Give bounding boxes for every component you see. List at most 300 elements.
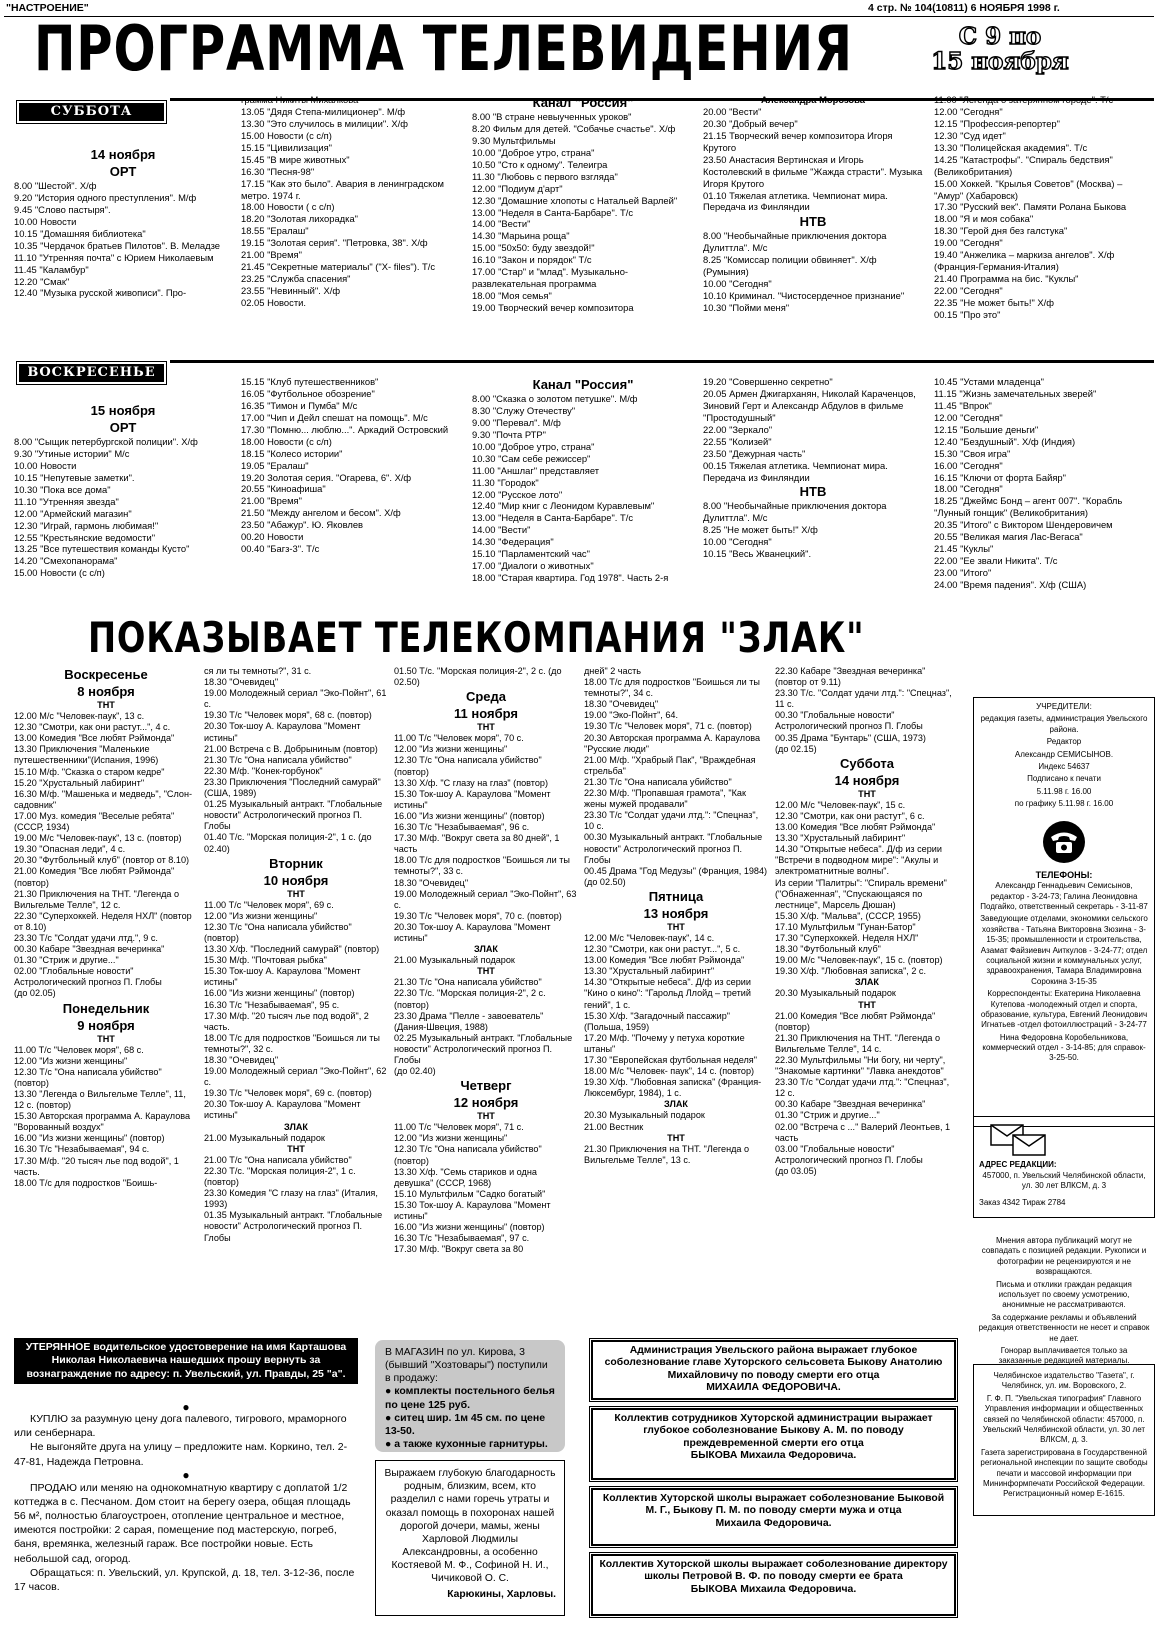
program-entry: 16.30 Т/с "Незабываемая", 95 с.	[204, 999, 340, 1010]
program-entry: ся ли ты темноты?", 31 с.	[204, 666, 312, 676]
publisher-box	[973, 1364, 1155, 1516]
program-entry: 12.00 "Сегодня"	[934, 105, 1003, 117]
program-entry: дней" 2 часть	[584, 666, 642, 676]
condolence-2-name: БЫКОВА Михаила Федоровича.	[690, 1450, 857, 1462]
program-entry: 23.50 "Дежурная часть"	[703, 447, 806, 459]
program-entry: 13.30 Х/ф. "Семь стариков и одна девушка" (СССР, 1968)	[394, 1166, 537, 1188]
program-entry: 14.00 "Вести"	[472, 218, 531, 230]
program-entry: 00.15 "Про это"	[934, 308, 1001, 320]
condolence-1	[591, 1340, 956, 1400]
program-entry: 12.00 "Сегодня"	[934, 411, 1003, 423]
program-entry: 00.30 Кабаре "Звездная вечеринка"	[14, 944, 165, 955]
program-entry: 18.00 Т/с для подростков "Боишься ли ты темноты?", 32 с.	[204, 1032, 380, 1054]
program-entry: 12.40 "Музыка русской живописи". Про-	[14, 287, 187, 299]
program-entry: 10.00 "Сегодня"	[703, 536, 772, 548]
program-entry: 20.30 Ток-шоу А. Караулова "Момент истины"	[394, 921, 551, 943]
program-entry: 8.20 Фильм для детей. "Собачье счастье". Х/ф	[472, 122, 676, 134]
envelope-icon	[989, 1123, 1149, 1160]
phones-block	[979, 881, 1149, 1064]
program-entry: 12.30 "Домашние хлопоты с Натальей Варлей"	[472, 194, 678, 206]
program-entry: 18.30 "Очевидец"	[584, 699, 659, 710]
program-entry: 15.30 М/ф. "Почтовая рыбка"	[204, 955, 327, 966]
schedule-heading: Четверг	[460, 1078, 512, 1094]
program-entry: 16.30 М/ф. "Машенька и медведь", "Слон-садовник"	[14, 788, 193, 810]
program-entry: Из серии "Палитры": "Спираль времени" ("Обнаженная", "Спускающаяся по лестнице", Марсель Дюшан)	[775, 877, 947, 910]
program-entry: 9.30 "Утиные истории" М/с	[14, 447, 130, 459]
shop-intro: В МАГАЗИН по ул. Кирова, 3 (бывший "Хозтовары") поступили в продажу:	[385, 1346, 548, 1385]
channel-label: ТНТ	[477, 722, 495, 733]
program-entry: 19.30 Т/с "Человек моря", 68 с. (повтор)	[204, 710, 372, 721]
program-entry: 19.00 "Сегодня"	[934, 237, 1003, 249]
classified-ads	[14, 1402, 358, 1594]
program-entry: 10.50 "Сто к одному". Телеигра	[472, 158, 608, 170]
dog-ad: Не выгоняйте друга на улицу – предложите нам. Коркино, тел. 2-47-81, Надежда Петровна.	[14, 1441, 348, 1468]
sunday-column-ort-cont	[241, 376, 463, 598]
program-entry: (до 03.05)	[775, 1165, 817, 1176]
program-entry: 11.00 Т/с "Человек моря", 69 с.	[204, 899, 334, 910]
program-entry: 15.15 "Цивилизация"	[241, 141, 333, 153]
founders-line: по графику 5.11.98 г. 16.00	[1014, 799, 1114, 809]
program-entry: 8.00 "Сказка о золотом петушке". М/ф	[472, 393, 638, 404]
program-entry: 19.05 "Ералаш"	[241, 459, 309, 471]
program-entry: 9.20 "История одного преступления". М/ф	[14, 191, 197, 203]
program-entry: 23.00 "Итого"	[934, 567, 992, 578]
program-entry: 16.00 "Из жизни женщины" (повтор)	[204, 988, 355, 999]
schedule-heading: 8 ноября	[77, 684, 135, 699]
program-entry: 00.40 "Багз-3". Т/с	[241, 543, 320, 555]
program-entry: 10.00 "Сегодня"	[703, 278, 772, 290]
saturday-column-ort-cont	[241, 94, 463, 348]
zlak-column-3	[394, 666, 578, 1320]
schedule-heading: ОРТ	[109, 420, 137, 435]
program-entry: 13.30 "Полицейская академия". Т/с	[934, 141, 1088, 153]
program-entry: 00.20 Новости	[241, 531, 304, 543]
program-entry: 23.30 Комедия "С глазу на глаз" (Италия, 1993)	[204, 1188, 378, 1210]
schedule-heading: Среда	[465, 689, 507, 705]
phone-line: Нина Федоровна Коробельникова, коммерческий отдел - 3-14-85; для справок- 3-25-50.	[982, 1032, 1146, 1063]
program-entry: 18.00 Т/с для подростков "Боишься ли ты темноты?", 34 с.	[584, 677, 760, 699]
program-entry: 21.50 "Между ангелом и бесом". Х/ф	[241, 507, 401, 519]
program-entry: 9.30 "Почта РТР"	[472, 428, 546, 440]
program-entry: 11.30 "Любовь с первого взгляда"	[472, 170, 618, 182]
program-entry: 23.25 "Служба спасения"	[241, 273, 351, 285]
program-entry: 19.40 "Анжелика – маркиза ангелов". Х/ф (Франция-Германия-Италия)	[934, 249, 1115, 273]
date-range	[926, 24, 1074, 74]
program-entry: 02.25 Музыкальный антракт. "Глобальные новости" Астрологический прогноз П. Глобы	[394, 1032, 573, 1065]
program-entry: 15.10 "Парламентский час"	[472, 548, 590, 560]
program-entry: 17.30 М/ф. "Вокруг света за 80	[394, 1244, 524, 1255]
shop-item-bedding-text: комплекты постельного белья по цене 125 руб.	[385, 1385, 555, 1411]
program-entry: 02.00 "Глобальные новости" Астрологический прогноз П. Глобы	[14, 966, 162, 988]
shop-item-bedding: ● комплекты постельного белья по цене 125 руб.	[385, 1385, 555, 1411]
program-entry: 17.30 "Европейская футбольная неделя"	[584, 1055, 757, 1065]
page-title: ПРОГРАММА ТЕЛЕВИДЕНИЯ	[34, 12, 853, 85]
program-entry: 18.00 "Сегодня"	[934, 483, 1003, 495]
founders-line: Редактор	[1046, 737, 1082, 747]
saturday-column-ntv	[703, 94, 923, 348]
program-entry: 01.25 Музыкальный антракт. "Глобальные новости" Астрологический прогноз П. Глобы	[204, 799, 383, 832]
founders-line: Индекс 54637	[1038, 761, 1090, 771]
program-entry: 21.30 Т/с "Она написала убийство"	[584, 776, 732, 787]
program-entry: 14.30 "Марьина роща"	[472, 230, 570, 242]
bullet-icon: ●	[182, 1467, 190, 1482]
date-range-line-1: С 9 по	[958, 23, 1042, 50]
program-entry: 14.30 "Открытые небеса". Д/ф из серии "Кино о кино": "Гарольд Ллойд – третий гений", 1 с.	[584, 977, 751, 1010]
phone-line: Александр Геннадьевич Семисынов, редактор - 3-24-73; Галина Леонидовна Подгайко, ответственный секретарь - 3-11-87	[980, 881, 1148, 911]
program-entry: 8.30 "Служу Отечеству"	[472, 404, 576, 416]
program-entry: 16.30 Т/с "Незабываемая", 94 с.	[14, 1144, 150, 1155]
program-entry: 10.15 "Непутевые заметки".	[14, 471, 135, 483]
program-entry: 02.00 "Встреча с ..." Валерий Леонтьев, 1 часть	[775, 1121, 951, 1143]
program-entry: 19.30 Х/ф. "Любовная записка", 2 с.	[775, 966, 927, 977]
program-entry: 15.30 Ток-шоу А. Караулова "Момент истины"	[394, 788, 551, 810]
program-entry: 16.15 "Ключи от форта Байяр"	[934, 471, 1066, 483]
phones-title: ТЕЛЕФОНЫ:	[1035, 869, 1093, 880]
program-entry: 21.00 Т/с "Она написала убийство"	[204, 1154, 352, 1165]
channel-label: ТНТ	[858, 788, 876, 799]
program-entry: 11.10 "Утренняя почта" с Юрием Николаевым	[14, 251, 214, 263]
zlak-column-1	[14, 666, 198, 1320]
program-entry: 18.00 Новости ( с с/п)	[241, 201, 335, 213]
program-entry: 12.55 "Крестьянские ведомости"	[14, 531, 156, 543]
sunday-column-ort	[14, 402, 232, 598]
schedule-heading: 10 ноября	[263, 872, 329, 888]
publisher-text	[979, 1371, 1149, 1500]
program-entry: 03.00 "Глобальные новости" Астрологический прогноз П. Глобы	[775, 1143, 923, 1165]
program-entry: 17.10 Мультфильм "Гунан-Батор"	[775, 921, 916, 932]
program-entry: 8.00 "Сыщик петербургской полиции". Х/ф	[14, 436, 198, 447]
program-entry: 12.30 Т/с "Она написала убийство" (повтор)	[394, 1144, 542, 1166]
program-entry: 17.00 "Стар" и "млад". Музыкально-развлекательная программа	[472, 266, 629, 290]
schedule-heading: НТВ	[799, 484, 827, 500]
program-entry: 8.00 "В стране невыученных уроков"	[472, 111, 632, 122]
program-entry: 21.45 "Секретные материалы" ("X- files"). Т/с	[241, 261, 436, 273]
program-entry: 19.00 М/с "Человек-паук", 15 с. (повтор)	[775, 955, 943, 966]
program-entry: 22.00 "Зеркало"	[703, 423, 773, 435]
program-entry: 12.40 "Мир книг с Леонидом Куравлевым"	[472, 500, 655, 512]
program-entry: 18.00 "Моя семья"	[472, 290, 552, 302]
program-entry: 12.15 "Профессия-репортер"	[934, 117, 1060, 129]
founders-line: Александр СЕМИСЫНОВ.	[1014, 749, 1114, 759]
program-entry: 13.00 "Неделя в Санта-Барбаре". Т/с	[472, 512, 634, 524]
founders-block	[979, 702, 1149, 810]
program-entry: 12.00 "Армейский магазин"	[14, 507, 132, 519]
schedule-heading: 9 ноября	[77, 1017, 135, 1033]
program-entry: 21.15 Творческий вечер композитора Игоря Крутого	[703, 129, 893, 153]
program-entry: 9.00 "Перевал". М/ф	[472, 416, 561, 428]
schedule-heading: 13 ноября	[643, 905, 709, 921]
program-entry: 01.30 "Стриж и другие..."	[14, 955, 119, 966]
program-entry: 11.45 "Каламбур"	[14, 263, 89, 275]
program-entry: 10.30 "Пойми меня"	[703, 302, 790, 313]
program-entry: 22.00 "Сегодня"	[934, 285, 1003, 296]
program-entry: 21.30 Приключения на ТНТ. "Легенда о Вильгельме Телле", 12 с.	[14, 888, 180, 910]
schedule-heading: Канал "Россия"	[532, 377, 634, 392]
condolence-4	[591, 1554, 956, 1616]
program-entry: 16.00 "Из жизни женщины" (повтор)	[394, 1222, 545, 1233]
program-entry: 21.40 Программа на бис. "Куклы"	[934, 273, 1079, 285]
contact-ad: Обращаться: п. Увельский, ул. Крупской, д. 18, тел. 3-12-36, после 17 часов.	[14, 1566, 355, 1593]
program-entry: 13.30 "Хрустальный лабиринт"	[775, 833, 906, 844]
publisher-line: Г. Ф. П. "Увельская типография" Главного Управления информации и общественных связей по Челябинской области: 457000, п. Увельский Челябинской области, ул. 30 лет ВЛКСМ, д. 3.	[982, 1393, 1146, 1445]
program-entry: 19.00 Молодежный сериал "Эко-Пойнт", 62 с.	[204, 1066, 387, 1088]
channel-label: ТНТ	[97, 700, 115, 710]
program-entry: 10.00 Новости	[14, 459, 77, 471]
program-entry: 02.05 Новости.	[241, 296, 306, 308]
program-entry: 14.30 "Федерация"	[472, 536, 554, 548]
zlak-column-2	[204, 666, 388, 1320]
program-entry: 17.30 "Помню... люблю...". Аркадий Островский	[241, 423, 449, 435]
program-entry: 21.00 Встреча с В. Добрыниным (повтор)	[204, 743, 378, 754]
telephone-icon	[979, 820, 1149, 864]
program-entry: 18.30 "Очевидец"	[204, 677, 279, 688]
program-entry: 01.35 Музыкальный антракт. "Глобальные новости" Астрологический прогноз П. Глобы	[204, 1210, 383, 1243]
program-entry: 15.45 "В мире животных"	[241, 153, 350, 165]
founders-line: редакция газеты, администрация Увельского района.	[980, 714, 1148, 734]
program-entry: 17.00 "Чип и Дейл спешат на помощь". М/с	[241, 411, 428, 423]
program-entry: 15.15 "Клуб путешественников"	[241, 376, 379, 387]
sunday-column-ntv	[703, 376, 923, 598]
program-entry: 18.00 "Я и моя собака"	[934, 213, 1034, 225]
program-entry: 19.30 Т/с "Человек моря", 69 с. (повтор)	[204, 1088, 372, 1099]
program-entry: 12.00 "Из жизни женщины"	[394, 744, 508, 755]
program-entry: 13.30 Х/ф. "С глазу на глаз" (повтор)	[394, 777, 549, 788]
channel-label: ТНТ	[97, 1033, 115, 1044]
program-entry: 10.00 Новости	[14, 215, 77, 227]
newspaper-name: "НАСТРОЕНИЕ"	[6, 2, 89, 14]
disclaimer-line: За содержание рекламы и объявлений редакция ответственности не несет и справок не дает.	[978, 1312, 1150, 1343]
program-entry: 14.25 "Катастрофы". "Спираль бедствия" (Великобритания)	[934, 153, 1113, 177]
program-entry: 18.00 "Старая квартира. Год 1978". Часть 2-я	[472, 572, 669, 584]
program-entry: 11.00 "Легенда о затерянном городе". Т/с	[934, 94, 1114, 105]
program-entry: 19.30 Х/ф. "Любовная записка" (Франция-Люксембург, 1984), 1 с.	[584, 1077, 762, 1099]
channel-label: ТНТ	[477, 966, 495, 977]
program-entry: 21.30 Т/с "Она написала убийство"	[394, 977, 542, 988]
program-entry: 12.30 Т/с "Она написала убийство" (повтор)	[204, 921, 352, 943]
program-entry: 19.00 Молодежный сериал "Эко-Пойнт", 63 с.	[394, 888, 577, 910]
program-entry: 21.00 Музыкальный подарок	[394, 955, 515, 966]
program-entry: 19.30 "Опасная леди", 4 с.	[14, 844, 126, 855]
program-entry: 12.15 "Большие деньги"	[934, 423, 1039, 435]
disclaimer-text	[978, 1236, 1150, 1367]
program-entry: 15.30 "Своя игра"	[934, 447, 1011, 459]
program-entry: 20.30 Ток-шоу А. Караулова "Момент истины"	[204, 721, 361, 743]
schedule-heading: Канал "Россия"	[532, 95, 634, 110]
issue-info: 4 стр. № 104(10811) 6 НОЯБРЯ 1998 г.	[868, 2, 1060, 14]
condolence-3	[591, 1488, 956, 1546]
program-entry: 20.30 "Футбольный клуб" (повтор от 8.10)	[14, 855, 190, 866]
program-entry: 22.30 "Суперхоккей. Неделя НХЛ" (повтор от 8.10)	[14, 910, 192, 932]
program-entry: 21.00 Комедия "Все любят Рэймонда" (повтор)	[14, 866, 175, 888]
program-entry: 15.10 М/ф. "Сказка о старом кедре"	[14, 766, 165, 777]
date-range-line-2: 15 ноября	[931, 48, 1069, 75]
program-entry: 10.30 "Пока все дома"	[14, 483, 111, 495]
program-entry: 10.45 "Устами младенца"	[934, 376, 1044, 387]
program-entry: 21.00 Комедия "Все любят Рэймонда" (повтор)	[775, 1010, 936, 1032]
program-entry: 00.30 Кабаре "Звездная вечеринка"	[775, 1099, 926, 1110]
saturday-column-rossiya	[472, 94, 694, 348]
program-entry: 13.30 Х/ф. "Последний самурай" (повтор)	[204, 944, 380, 955]
founders-line: УЧРЕДИТЕЛИ:	[1036, 702, 1092, 711]
saturday-badge: СУББОТА	[19, 103, 164, 121]
shop-item-chintz-text: ситец шир. 1м 45 см. по цене 13-50.	[385, 1411, 546, 1437]
program-entry: 14.30 "Открытые небеса". Д/ф из серии "Встречи в подводном мире": "Акулы и электроматнитные волны".	[775, 844, 942, 877]
program-entry: 20.30 Ток-шоу А. Караулова "Момент истины"	[204, 1099, 361, 1121]
program-entry: 23.55 "Невинный". Х/ф	[241, 285, 341, 296]
program-entry: 11.00 Т/с "Человек моря", 68 с.	[14, 1044, 144, 1055]
program-entry: 11.45 "Впрок"	[934, 399, 992, 411]
program-entry: 17.30 М/ф. "Вокруг света за 80 дней", 1 часть	[394, 833, 560, 855]
zlak-column-4	[584, 666, 768, 1320]
schedule-heading: Пятница	[648, 888, 704, 904]
publisher-line: Челябинское издательство "Газета", г. Челябинск, ул. им. Воровского, 2.	[993, 1371, 1135, 1391]
program-entry: 19.00 "Эко-Пойнт", 64.	[584, 710, 678, 721]
condolence-4-text: Коллектив Хуторской школы выражает соболезнование директору школы Петровой В. Ф. по поводу смерти ее брата	[599, 1559, 948, 1583]
publisher-line: Газета зарегистрирована в Государственной региональной инспекции по защите свободы печати и массовой информации при Мининформпечати Российской Федерации. Регистрационный номер Е-1615.	[980, 1447, 1148, 1499]
program-entry: 20.00 "Вести"	[703, 105, 762, 117]
program-entry: 21.45 "Куклы"	[934, 543, 994, 555]
program-entry: 18.00 М/с "Человек- паук", 14 с. (повтор)	[584, 1066, 755, 1077]
order-info: Заказ 4342 Тираж 2784	[979, 1197, 1066, 1207]
program-entry: (до 02.15)	[775, 743, 817, 754]
program-entry: 19.00 М/с "Человек-паук", 13 с. (повтор)	[14, 833, 182, 844]
program-entry: 22.30 Мультфильмы "Ни богу, ни черту", "Знакомые картинки" "Лавка анекдотов"	[775, 1055, 946, 1077]
program-entry: 17.00 Муз. комедия "Веселые ребята" (СССР, 1934)	[14, 810, 175, 833]
condolence-2-text: Коллектив сотрудников Хуторской администрации выражает глубокое соболезнование Быкову А. М. по поводу преждевременной смерти его отца	[614, 1413, 933, 1449]
program-entry: 13.30 "Это случилось в милиции". Х/ф	[241, 117, 408, 129]
program-entry: 10.10 Криминал. "Чистосердечное признание"	[703, 290, 905, 302]
founders-line: 5.11.98 г. 16.00	[1036, 786, 1092, 796]
program-entry: 12.30 "Смотри, как они растут...", 5 с.	[584, 944, 741, 955]
program-entry: 19.15 "Золотая серия". "Петровка, 38". Х/ф	[241, 237, 428, 249]
program-entry: 15.30 Х/ф. "Загадочный пассажир" (Польша, 1959)	[584, 1010, 731, 1032]
program-entry: 12.30 "Играй, гармонь любимая!"	[14, 519, 159, 531]
program-entry: 00.30 Музыкальный антракт. "Глобальные новости" Астрологический прогноз П. Глобы	[584, 832, 763, 865]
program-entry: 22.00 "Ее звали Никита". Т/с	[934, 555, 1058, 567]
channel-label: ЗЛАК	[284, 1121, 308, 1132]
program-entry: 16.00 "Сегодня"	[934, 459, 1003, 471]
program-entry: 01.10 Тяжелая атлетика. Чемпионат мира. Передача из Финляндии	[703, 189, 888, 213]
program-entry: 16.30 Т/с "Незабываемая", 97 с.	[394, 1233, 530, 1244]
channel-label: ТНТ	[477, 1111, 495, 1122]
schedule-heading: НТВ	[799, 214, 827, 230]
program-entry: 21.00 Музыкальный подарок	[204, 1132, 325, 1143]
program-entry: 13.00 Комедия "Все любят Рэймонда"	[584, 955, 745, 966]
program-entry: 9.30 Мультфильмы	[472, 134, 556, 146]
program-entry: 23.30 Т/с. "Солдат удачи лтд.": "Спецназ", 11 с.	[775, 688, 952, 710]
program-entry: 20.55 "Великая магия Лас-Вегаса"	[934, 531, 1083, 543]
channel-label: ТНТ	[858, 999, 876, 1010]
program-entry: 16.10 "Закон и порядок" Т/с	[472, 254, 592, 266]
lost-document-notice: УТЕРЯННОЕ водительское удостоверение на имя Карташова Николая Николаевича нашедших прошу вернуть за вознаграждение по адресу: п. Увельский, ул. Правды, 25 "а".	[14, 1338, 358, 1384]
condolence-1-text: Администрация Увельского района выражает глубокое соболезнование главе Хуторского сельсовета Быкову Анатолию Михайловичу по поводу смерти его отца	[604, 1345, 943, 1381]
saturday-column-ntv-cont	[934, 94, 1154, 348]
channel-label: ТНТ	[667, 1132, 685, 1143]
gratitude-notice	[375, 1460, 565, 1616]
program-entry: 15.30 Ток-шоу А. Караулова "Момент истины"	[394, 1199, 551, 1222]
program-entry: 00.35 Драма "Бунтарь" (США, 1973)	[775, 732, 926, 743]
program-entry: 12.30 "Смотри, как они растут...", 4 с.	[14, 722, 171, 733]
program-entry: 17.00 "Диалоги о животных"	[472, 560, 594, 572]
program-entry: 9.45 "Слово пастыря".	[14, 203, 111, 215]
program-entry: 24.00 "Время падения". Х/ф (США)	[934, 578, 1087, 590]
program-entry: 12.00 М/с "Человек-паук", 13 с.	[14, 711, 145, 722]
program-entry: 19.00 Молодежный сериал "Эко-Пойнт", 61 с.	[204, 688, 387, 710]
program-entry: 22.30 М/ф. "Конек-горбунок"	[204, 765, 323, 776]
program-entry: 01.40 Т/с. "Морская полиция-2", 1 с. (до 02.40)	[204, 832, 372, 854]
condolence-3-name: Михаила Федоровича.	[715, 1517, 832, 1529]
disclaimer-line: Гонорар выплачивается только за заказанные редакцией материалы.	[998, 1345, 1130, 1366]
program-entry: 17.30 "Суперхоккей. Неделя НХЛ"	[775, 932, 919, 943]
program-entry: 15.30 Х/ф. "Мальва", (СССР, 1955)	[775, 910, 921, 921]
schedule-heading: Воскресенье	[64, 667, 148, 682]
shop-item-chintz: ● ситец шир. 1м 45 см. по цене 13-50.	[385, 1411, 546, 1437]
program-entry: 10.15 "Весь Жванецкий".	[703, 548, 812, 560]
program-entry: 19.30 Т/с "Человек моря", 71 с. (повтор)	[584, 721, 752, 732]
program-entry: 12.30 Т/с "Она написала убийство" (повтор)	[394, 755, 542, 777]
disclaimer-line: Письма и отклики граждан редакция использует по своему усмотрению, анонимные не рассматриваются.	[996, 1279, 1132, 1310]
disclaimer-box	[973, 1232, 1155, 1366]
program-entry: 16.30 "Песня-98"	[241, 165, 315, 177]
program-entry: 16.00 "Из жизни женщины" (повтор)	[14, 1133, 165, 1144]
program-entry: 16.30 Т/с "Незабываемая", 96 с.	[394, 822, 530, 833]
program-entry: 18.30 "Футбольный клуб"	[775, 944, 881, 955]
program-entry: 10.00 "Доброе утро, страна"	[472, 146, 595, 158]
program-entry: 11.10 "Утренняя звезда"	[14, 495, 119, 507]
program-entry: 8.25 "Не может быть!" Х/ф	[703, 524, 818, 536]
channel-label: ЗЛАК	[855, 977, 879, 988]
program-entry: 18.00 Т/с для подростков "Боишься ли ты темноты?", 33 с.	[394, 855, 570, 877]
schedule-heading: 14 ноября	[90, 147, 156, 162]
program-entry: 14.20 "Смехопанорама"	[14, 555, 118, 567]
program-entry: 18.15 "Колесо истории"	[241, 447, 343, 459]
program-entry: 13.30 Приключения "Маленькие путешественники"(Испания, 1996)	[14, 744, 159, 766]
program-entry: 20.30 "Добрый вечер"	[703, 117, 798, 129]
program-entry: 18.00 Новости (с с/п)	[241, 435, 332, 447]
program-entry: 16.00 "Из жизни женщины" (повтор)	[394, 810, 545, 821]
program-entry: (до 02.50)	[584, 876, 626, 887]
program-entry: 12.00 "Из жизни женщины"	[394, 1133, 508, 1144]
program-entry: 18.30 "Очевидец"	[204, 1055, 279, 1065]
phone-line: Заведующие отделами, экономики сельского хозяйства - Татьяна Викторовна Зюзина - 3-15-35; промышленности и строительства, Азамат Файзиевич Аиткулов - 3-24-77; отдел социальной жизни и коммунальных услуг, здравоохранения, Тамара Владимировна Сорокина 3-15-35	[980, 914, 1148, 986]
program-entry: 23.30 Т/с "Солдат удачи лтд.": "Спецназ", 12 с.	[775, 1077, 950, 1099]
shop-item-kitchen: ● а также кухонные гарнитуры.	[385, 1437, 548, 1450]
shop-item-kitchen-text: а также кухонные гарнитуры.	[394, 1437, 548, 1450]
program-entry: 16.35 "Тимон и Пумба" М/с	[241, 399, 358, 411]
schedule-heading: Суббота	[840, 755, 894, 771]
program-entry: 00.30 "Глобальные новости" Астрологический прогноз П. Глобы	[775, 710, 923, 732]
program-entry: 14.00 "Вести"	[472, 524, 531, 536]
program-entry: 19.30 Т/с "Человек моря", 70 с. (повтор)	[394, 910, 562, 921]
program-entry: 11.15 "Жизнь замечательных зверей"	[934, 387, 1097, 399]
program-entry: 12.30 Т/с "Она написала убийство" (повтор)	[14, 1066, 162, 1088]
program-entry: 17.30 М/ф. "20 тысяч лье под водой", 2 часть.	[204, 1010, 369, 1032]
program-entry: 01.30 "Стриж и другие..."	[775, 1110, 880, 1121]
schedule-heading: 11 ноября	[454, 706, 518, 722]
program-entry: 23.50 "Абажур". Ю. Яковлев	[241, 519, 364, 531]
program-entry: 21.30 Приключения на ТНТ. "Легенда о Вильгельме Телле", 13 с.	[584, 1143, 750, 1165]
address-box	[973, 1116, 1155, 1218]
program-entry: 21.30 Т/с "Она написала убийство"	[204, 754, 352, 765]
program-entry: 19.00 Творческий вечер композитора	[472, 302, 634, 313]
program-entry: 19.20 "Совершенно секретно"	[703, 376, 833, 387]
program-entry: 12.00 М/с "Человек-паук", 14 с.	[584, 932, 715, 943]
schedule-heading: 15 ноября	[90, 403, 156, 418]
program-entry: 8.00 "Необычайные приключения доктора Дулиттла". М/с	[703, 230, 887, 254]
program-entry: 10.35 "Чердачок братьев Пилотов". В. Меладзе	[14, 239, 221, 251]
program-entry: 8.25 "Комиссар полиции обвиняет". Х/ф (Румыния)	[703, 254, 877, 278]
program-entry: 13.30 "Хрустальный лабиринт"	[584, 966, 715, 977]
